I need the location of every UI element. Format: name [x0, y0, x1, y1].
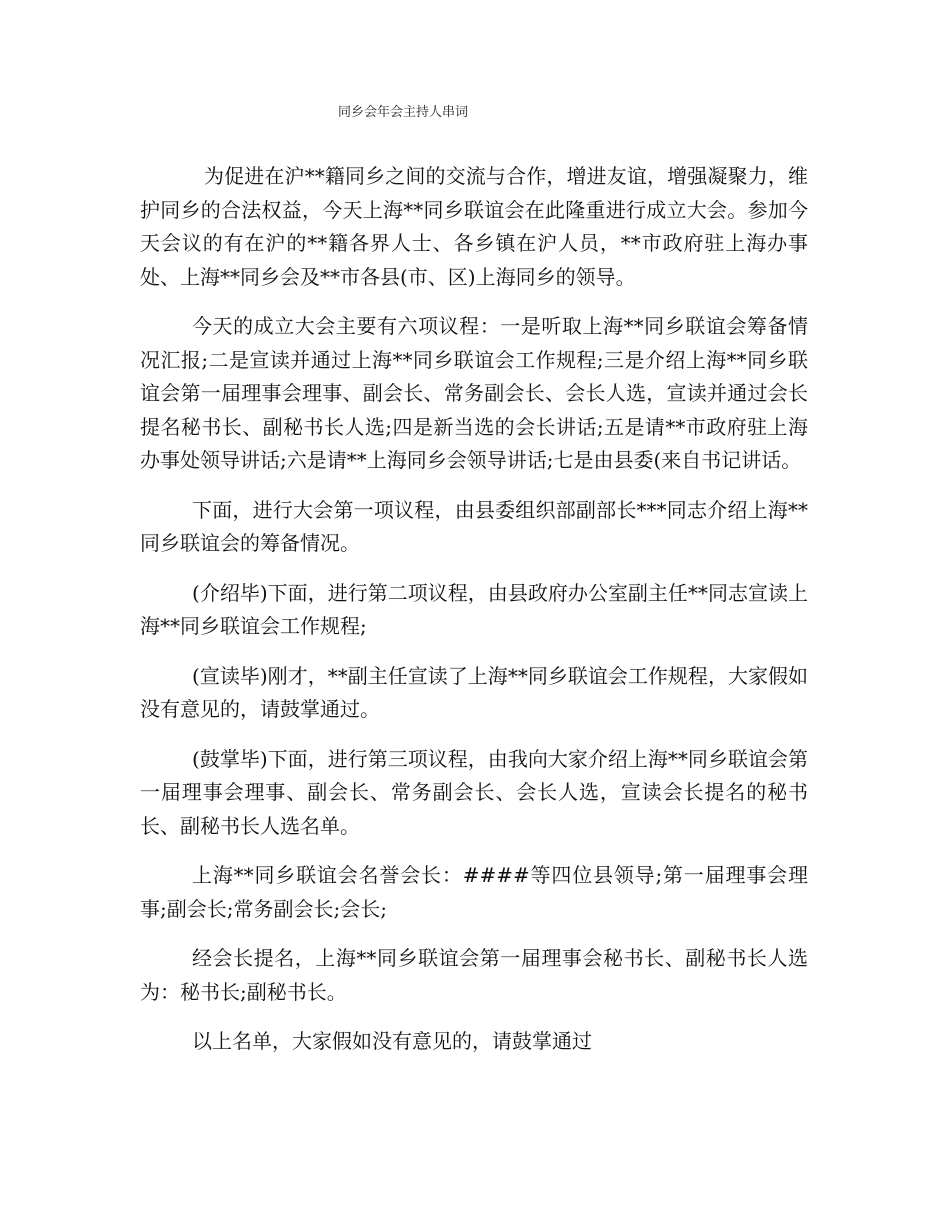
paragraph-opening: 为促进在沪**籍同乡之间的交流与合作，增进友谊，增强凝聚力，维护同乡的合法权益，今天上海**同乡联谊会在此隆重进行成立大会。参加今天会议的有在沪的**籍各界人士、各乡镇在沪人员，**市政府驻上海办事处、上海**同乡会及**市各县(市、区)上海同乡的领导。 [140, 164, 808, 289]
paragraph-honorary-president: 上海**同乡联谊会名誉会长：####等四位县领导;第一届理事会理事;副会长;常务副会长;会长; [140, 863, 808, 921]
paragraph-item-one: 下面，进行大会第一项议程，由县委组织部副部长***同志介绍上海**同乡联谊会的筹备情况。 [140, 497, 808, 555]
paragraph-item-three: (鼓掌毕)下面，进行第三项议程，由我向大家介绍上海**同乡联谊会第一届理事会理事、副会长、常务副会长、会长人选，宣读会长提名的秘书长、副秘书长人选名单。 [140, 746, 808, 838]
paragraph-agenda: 今天的成立大会主要有六项议程：一是听取上海**同乡联谊会筹备情况汇报;二是宣读并通过上海**同乡联谊会工作规程;三是介绍上海**同乡联谊会第一届理事会理事、副会长、常务副会长、会长人选，宣读并通过会长提名秘书长、副秘书长人选;四是新当选的会长讲话;五是请**市政府驻上海办事处领导讲话;六是请**上海同乡会领导讲话;七是由县委(来自书记讲话。 [140, 314, 808, 472]
paragraph-item-two: (介绍毕)下面，进行第二项议程，由县政府办公室副主任**同志宣读上海**同乡联谊会工作规程; [140, 580, 808, 638]
paragraph-secretary-nomination: 经会长提名，上海**同乡联谊会第一届理事会秘书长、副秘书长人选为：秘书长;副秘书长。 [140, 946, 808, 1004]
paragraph-closing-approval: 以上名单，大家假如没有意见的，请鼓掌通过 [192, 1029, 592, 1053]
document-body [140, 160, 808, 1075]
paragraph-approval-rules: (宣读毕)刚才，**副主任宣读了上海**同乡联谊会工作规程，大家假如没有意见的，请鼓掌通过。 [140, 663, 808, 721]
document-title: 同乡会年会主持人串词 [338, 105, 469, 120]
